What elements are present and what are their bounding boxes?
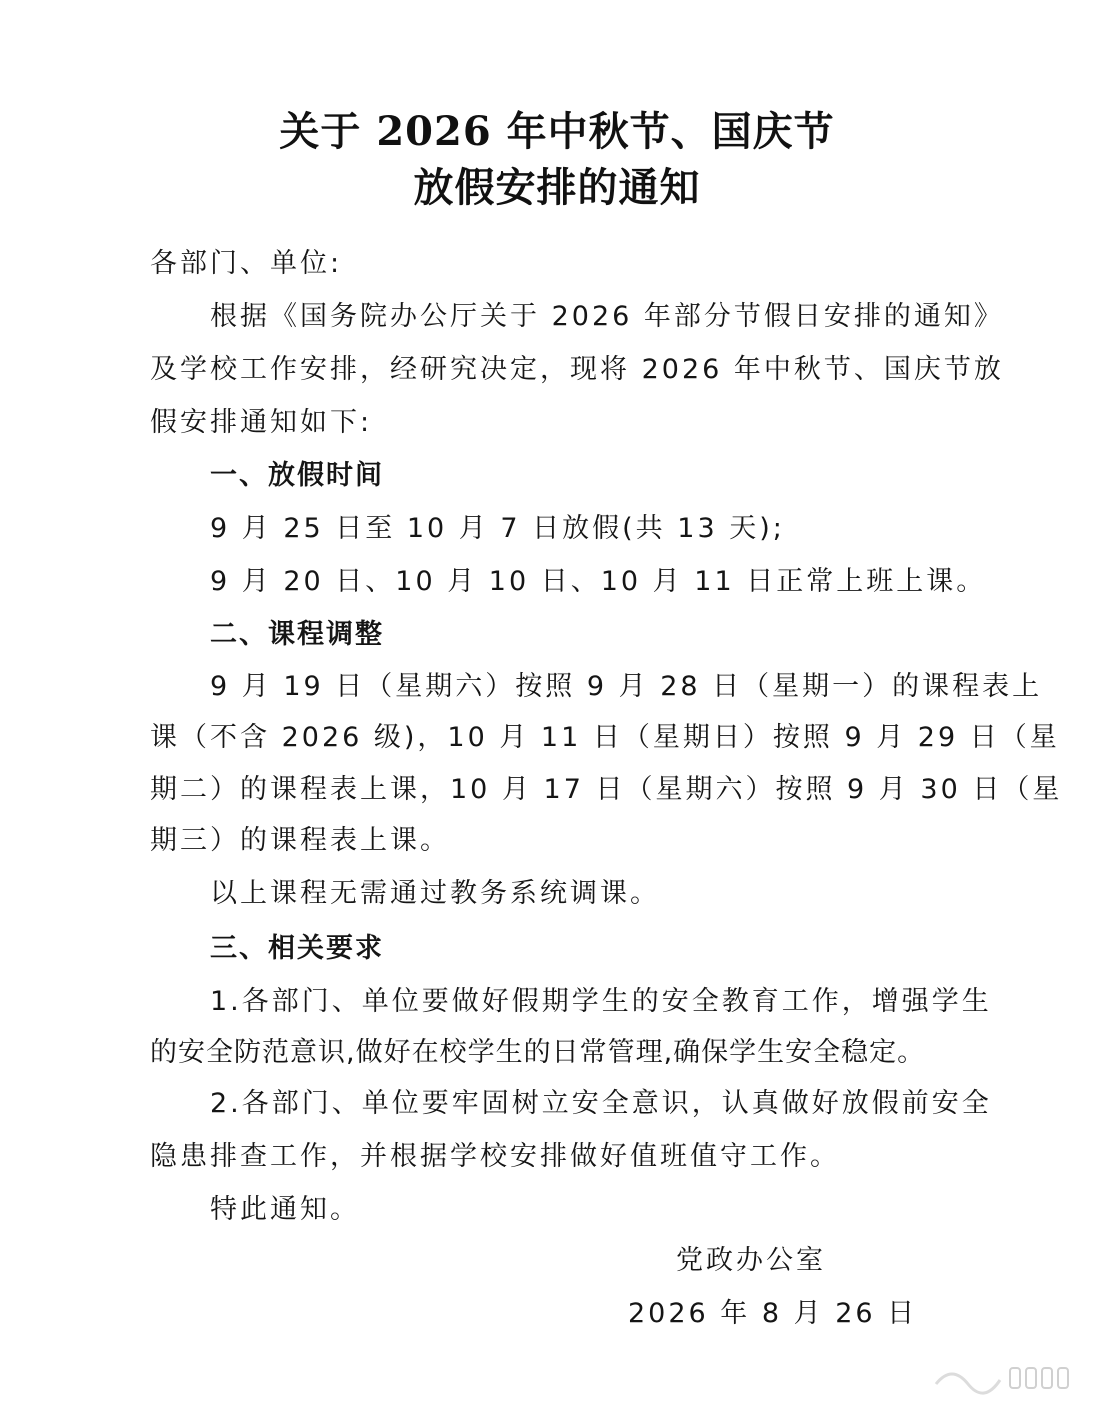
signature-office: 党政办公室 — [676, 1245, 826, 1276]
section-3-item-1-line-1: 1.各部门、单位要做好假期学生的安全教育工作，增强学生 — [210, 986, 992, 1017]
closing-text: 特此通知。 — [210, 1194, 360, 1225]
section-2-line-1: 9 月 19 日（星期六）按照 9 月 28 日（星期一）的课程表上 — [210, 671, 1043, 702]
section-2-line-3: 期二）的课程表上课，10 月 17 日（星期六）按照 9 月 30 日（星 — [150, 774, 1063, 805]
intro-line-2: 及学校工作安排，经研究决定，现将 2026 年中秋节、国庆节放 — [150, 354, 1004, 385]
section-3-item-2-line-2: 隐患排查工作，并根据学校安排做好值班值守工作。 — [150, 1141, 840, 1172]
section-2-line-2: 课（不含 2026 级)，10 月 11 日（星期日）按照 9 月 29 日（星 — [150, 722, 1060, 753]
notice-title-line-2: 放假安排的通知 — [413, 164, 701, 211]
section-2-note: 以上课程无需通过教务系统调课。 — [210, 878, 660, 909]
section-3-item-2-line-1: 2.各部门、单位要牢固树立安全意识，认真做好放假前安全 — [210, 1088, 992, 1119]
section-1-line-1: 9 月 25 日至 10 月 7 日放假(共 13 天); — [210, 513, 785, 544]
salutation: 各部门、单位: — [150, 248, 343, 279]
notice-title-line-1: 关于 2026 年中秋节、国庆节 — [279, 108, 835, 155]
section-1-line-2: 9 月 20 日、10 月 10 日、10 月 11 日正常上班上课。 — [210, 566, 987, 597]
section-2-line-4: 期三）的课程表上课。 — [150, 825, 450, 856]
section-3-item-1-line-2: 的安全防范意识,做好在校学生的日常管理,确保学生安全稳定。 — [150, 1037, 926, 1068]
intro-line-3: 假安排通知如下: — [150, 407, 373, 438]
watermark-logo-icon — [932, 1350, 1092, 1400]
section-1-heading: 一、放假时间 — [210, 460, 384, 491]
intro-line-1: 根据《国务院办公厅关于 2026 年部分节假日安排的通知》 — [210, 301, 1004, 332]
section-3-heading: 三、相关要求 — [210, 933, 384, 964]
section-2-heading: 二、课程调整 — [210, 619, 384, 650]
signature-date: 2026 年 8 月 26 日 — [628, 1298, 918, 1329]
